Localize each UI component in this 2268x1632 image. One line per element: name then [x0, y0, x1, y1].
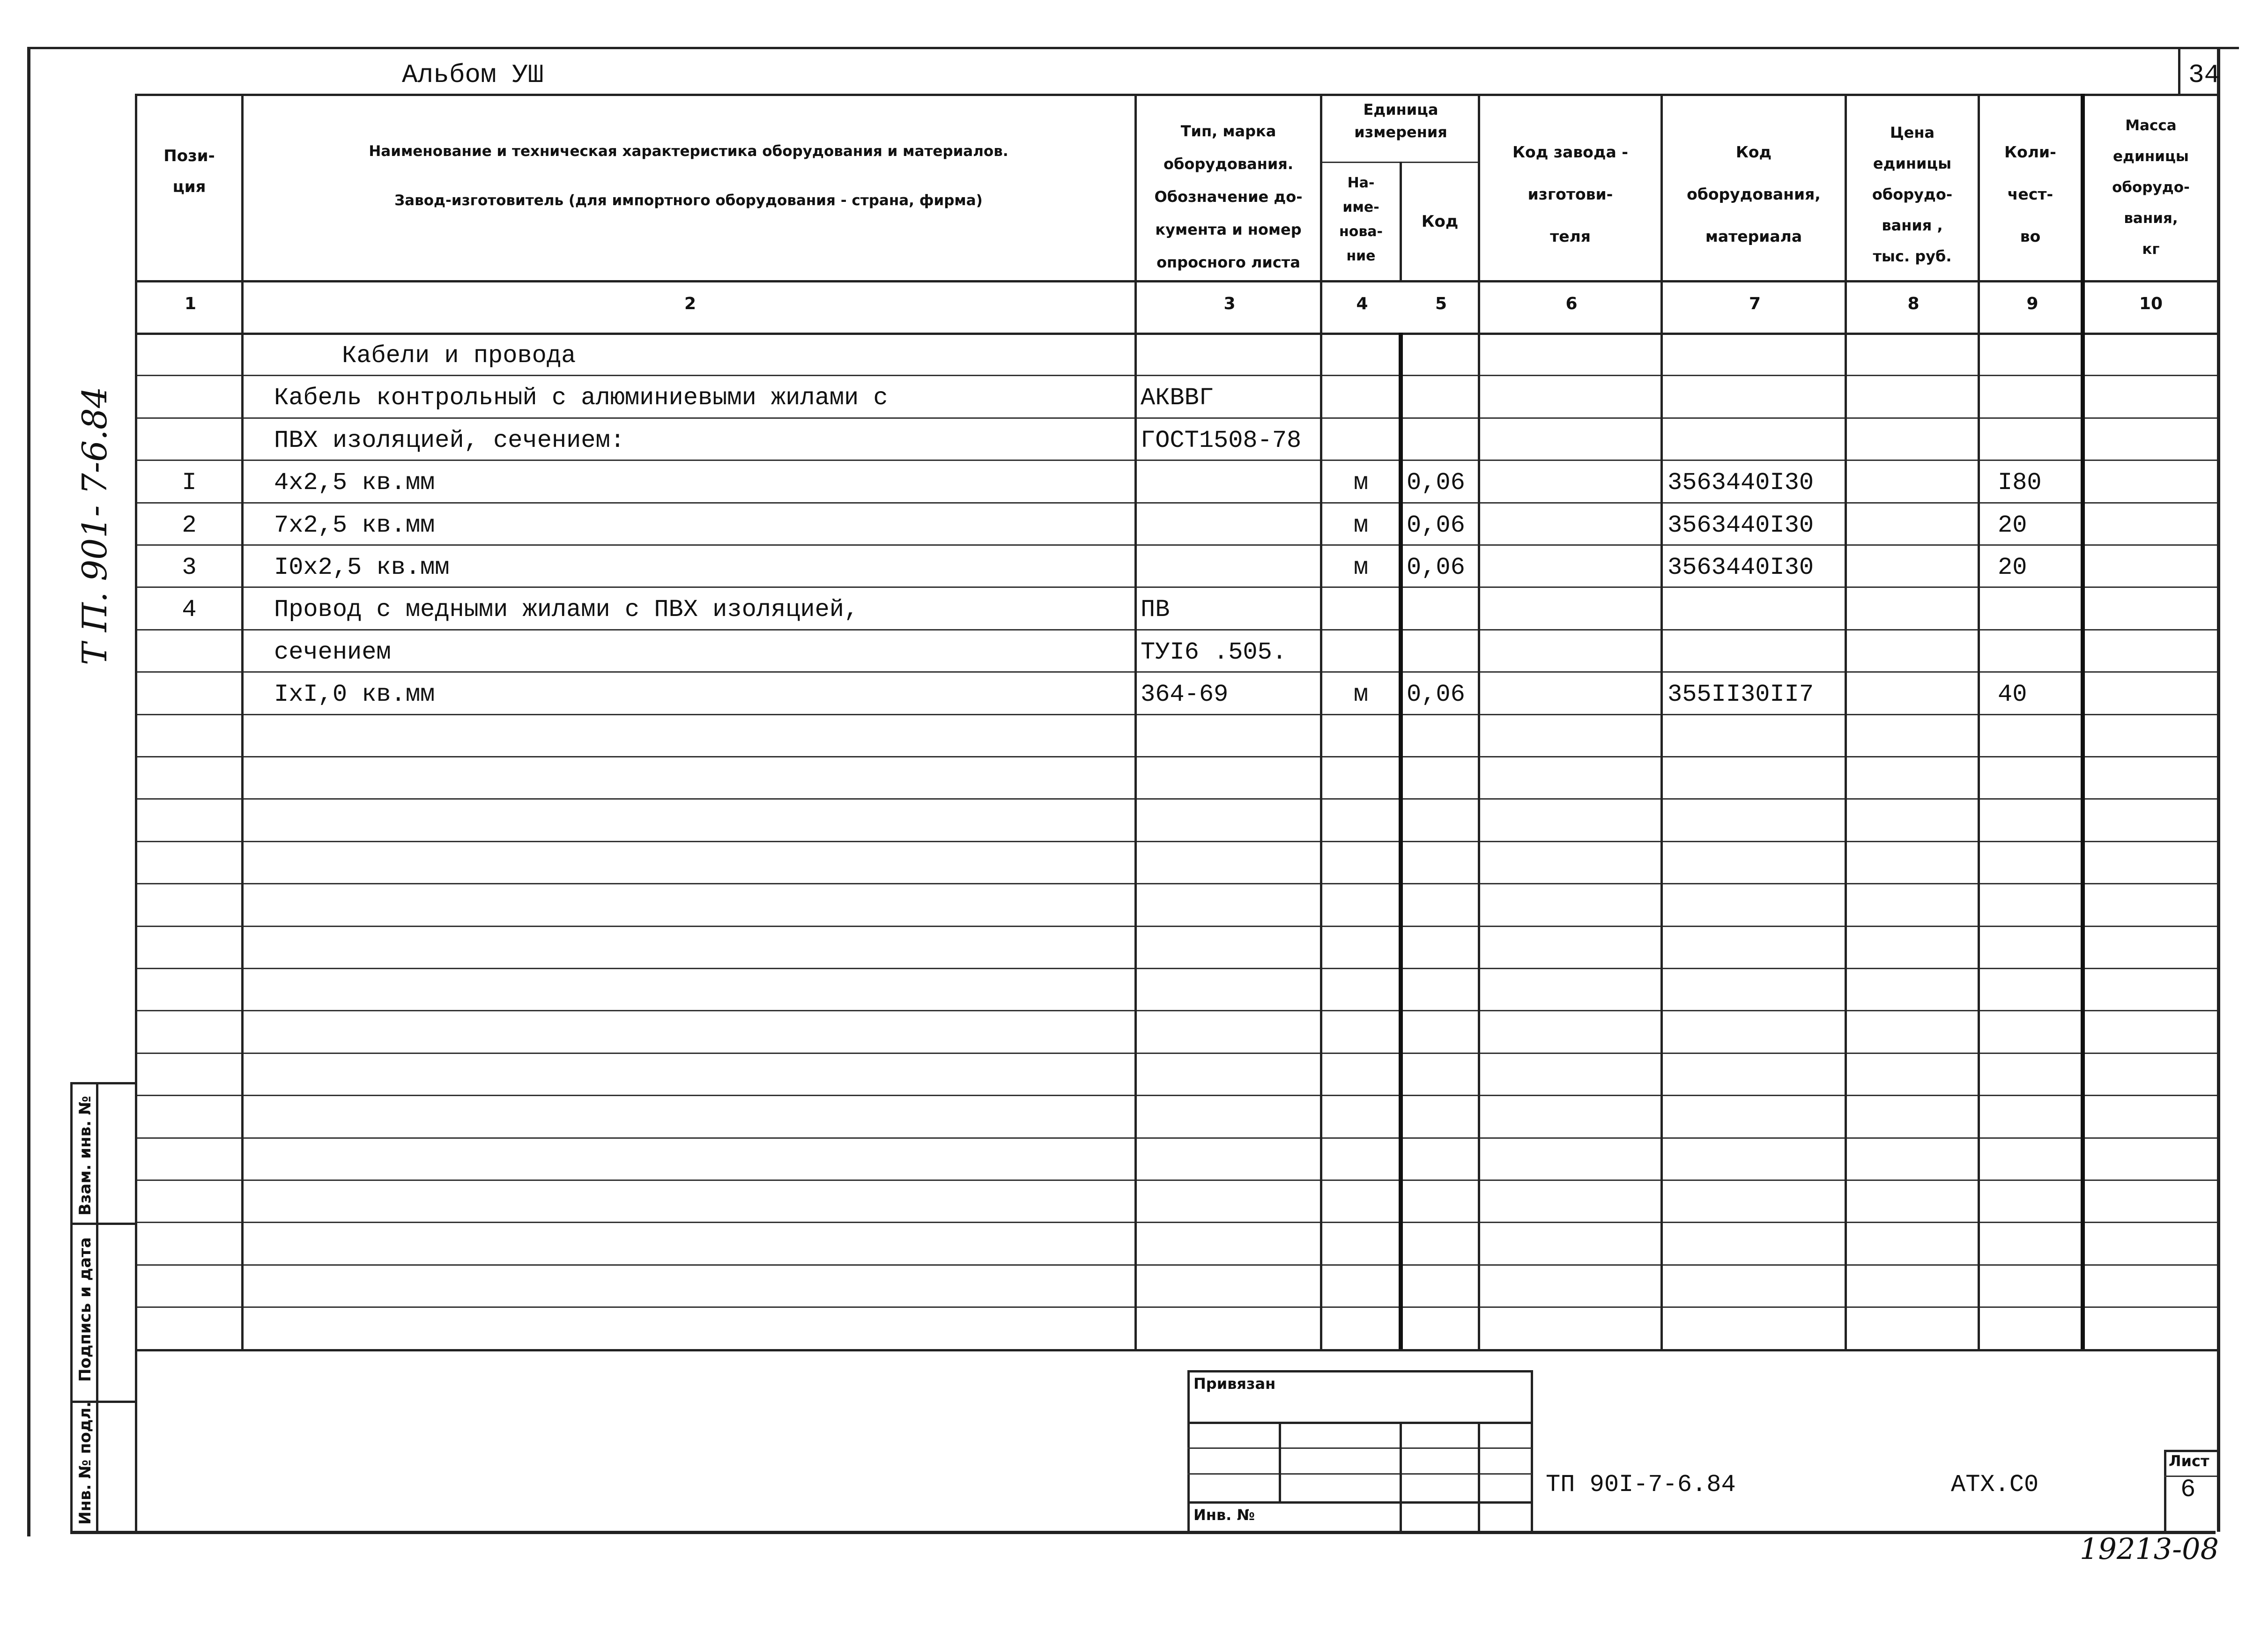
tb-doc-code: ТП 90I-7-6.84: [1546, 1471, 1736, 1498]
side-code: Т П. 901- 7-6.84: [75, 386, 114, 665]
cell-pos: 2: [182, 512, 197, 539]
cell-qty: 40: [1998, 681, 2027, 708]
cell-code: 0,06: [1407, 554, 1465, 581]
column-number-10: 10: [2139, 294, 2163, 313]
cell-eq-code: 3563440I30: [1668, 469, 1814, 497]
header-name-line1: Наименование и техническая характеристика оборудования и материалов.: [369, 143, 1008, 160]
row-line: [135, 1137, 2217, 1139]
row-line: [135, 375, 2217, 376]
cell-qty: 20: [1998, 512, 2027, 539]
row-line: [135, 1179, 2217, 1181]
row-line: [135, 968, 2217, 969]
col-line-7: [1845, 94, 1847, 1349]
tb-v-1: [1279, 1422, 1281, 1501]
row-line: [135, 841, 2217, 842]
column-number-6: 6: [1565, 294, 1578, 313]
colnum-bottom: [135, 333, 2217, 335]
cell-eq-code: 355II30II7: [1668, 681, 1814, 708]
col-line-5: [1478, 94, 1480, 1349]
cell-name: 7х2,5 кв.мм: [274, 512, 435, 539]
cell-qty: 20: [1998, 554, 2027, 581]
cell-name: I0х2,5 кв.мм: [274, 554, 450, 581]
stamp-vzam: Взам. инв. №: [76, 1096, 95, 1216]
row-line: [135, 629, 2217, 631]
header-plant-code: Код завода - изготови- теля: [1512, 143, 1628, 245]
row-line: [135, 502, 2217, 504]
tb-v-2: [1400, 1422, 1402, 1532]
row-line: [135, 883, 2217, 884]
header-unit-code: Код: [1421, 212, 1459, 231]
cell-name: IхI,0 кв.мм: [274, 681, 435, 708]
col-line-2: [1134, 94, 1137, 1349]
cell-name: Кабель контрольный с алюминиевыми жилами с: [274, 384, 888, 412]
row-line: [135, 1010, 2217, 1011]
column-number-5: 5: [1435, 294, 1447, 313]
row-line: [135, 460, 2217, 461]
frame-top: [28, 47, 2239, 49]
cell-name: ПВХ изоляцией, сечением:: [274, 427, 625, 454]
col-line-3: [1320, 94, 1322, 1349]
cell-unit: м: [1353, 681, 1369, 708]
cell-type: ТУI6 .505.: [1141, 638, 1287, 666]
sheet-box-left: [2164, 1450, 2166, 1532]
cell-name: сечением: [274, 638, 391, 666]
row-line: [135, 1264, 2217, 1266]
row-line: [135, 926, 2217, 927]
tb-left: [1187, 1370, 1190, 1532]
footer-number: 19213-08: [2080, 1532, 2219, 1566]
cell-unit: м: [1353, 554, 1369, 581]
header-quantity: Коли- чест- во: [2004, 143, 2056, 245]
tb-v-3: [1478, 1422, 1480, 1532]
header-mass: Масса единицы оборудо- вания, кг: [2112, 117, 2190, 258]
header-name-line2: Завод-изготовитель (для импортного оборудования - страна, фирма): [394, 192, 983, 209]
row-line: [135, 417, 2217, 419]
header-bottom: [135, 280, 2217, 282]
table-top: [135, 94, 2217, 96]
tb-privyazan: Привязан: [1193, 1375, 1276, 1393]
row-line: [135, 714, 2217, 715]
row-line: [135, 1095, 2217, 1096]
page-number: 34: [2188, 60, 2220, 90]
col-line-6: [1660, 94, 1663, 1349]
column-number-2: 2: [684, 294, 697, 313]
cell-type: ГОСТ1508-78: [1141, 427, 1302, 454]
cell-unit: м: [1353, 512, 1369, 539]
tb-right-small: [1531, 1370, 1533, 1532]
row-line: [135, 1222, 2217, 1223]
cell-pos: 3: [182, 554, 197, 581]
row-line: [135, 798, 2217, 800]
header-unit-group: Единица измерения: [1354, 101, 1447, 141]
row-line: [135, 544, 2217, 546]
row-line: [135, 586, 2217, 588]
tb-inv-no: Инв. №: [1193, 1506, 1255, 1524]
stamp-podpis: Подпись и дата: [76, 1237, 95, 1382]
tb-top: [1187, 1370, 1532, 1372]
cell-type: 364-69: [1141, 681, 1229, 708]
header-price: Цена единицы оборудо- вания , тыс. руб.: [1872, 124, 1953, 265]
page-box-left: [2178, 47, 2180, 94]
frame-right: [2217, 47, 2220, 1532]
tb-doc-mark: АТХ.С0: [1951, 1471, 2039, 1498]
cell-eq-code: 3563440I30: [1668, 512, 1814, 539]
frame-left: [27, 47, 30, 1536]
stamp-left: [70, 1082, 73, 1532]
header-equipment-code: Код оборудования, материала: [1687, 143, 1821, 245]
cell-type: АКВВГ: [1141, 384, 1214, 412]
stamp-mid: [96, 1082, 98, 1532]
row-line: [135, 1053, 2217, 1054]
cell-pos: 4: [182, 596, 197, 623]
stamp-top: [70, 1082, 136, 1084]
header-position: Пози- ция: [163, 147, 215, 196]
album-label: Альбом УШ: [402, 60, 544, 90]
cell-type: ПВ: [1141, 596, 1170, 623]
column-number-7: 7: [1749, 294, 1761, 313]
header-type: Тип, марка оборудования. Обозначение до- кумента и номер опросного листа: [1154, 122, 1303, 271]
cell-eq-code: 3563440I30: [1668, 554, 1814, 581]
cell-code: 0,06: [1407, 681, 1465, 708]
cell-code: 0,06: [1407, 469, 1465, 497]
row-line: [135, 1306, 2217, 1308]
cell-unit: м: [1353, 469, 1369, 497]
cell-name: 4х2,5 кв.мм: [274, 469, 435, 497]
row-line: [135, 671, 2217, 673]
frame-bottom: [70, 1531, 2216, 1534]
col-line-8: [1978, 94, 1980, 1349]
cell-pos: I: [182, 469, 197, 497]
header-unit-name: На- име- нова- ние: [1339, 175, 1383, 264]
cell-name: Кабели и провода: [342, 342, 576, 370]
sheet-label: Лист: [2169, 1452, 2209, 1470]
sheet-value: 6: [2180, 1476, 2196, 1504]
column-number-9: 9: [2026, 294, 2038, 313]
cell-qty: I80: [1998, 469, 2042, 497]
table-body-bottom: [135, 1349, 2217, 1351]
col-line-9: [2081, 94, 2085, 1349]
row-line: [135, 756, 2217, 757]
column-number-1: 1: [184, 294, 197, 313]
cell-name: Провод с медными жилами с ПВХ изоляцией,: [274, 596, 859, 623]
column-number-3: 3: [1223, 294, 1236, 313]
stamp-inv: Инв. № подл.: [76, 1401, 95, 1525]
col-line-1: [241, 94, 244, 1349]
column-number-4: 4: [1356, 294, 1368, 313]
stamp-sep-1: [70, 1223, 136, 1225]
cell-code: 0,06: [1407, 512, 1465, 539]
column-number-8: 8: [1907, 294, 1920, 313]
